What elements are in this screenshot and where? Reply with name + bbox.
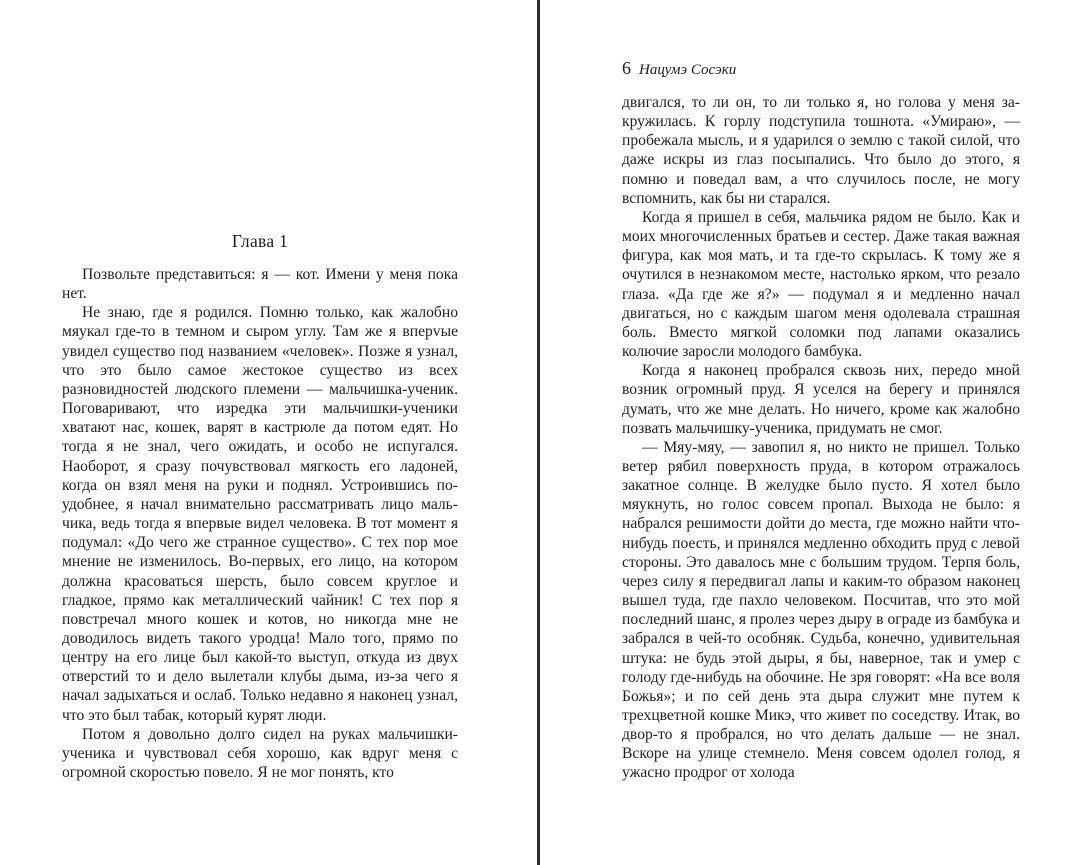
running-head-author: Нацумэ Сосэки — [639, 62, 737, 78]
paragraph: Не знаю, где я родился. Помню только, как жалобно мяукал где-то в темном и сыром углу. Там же я вперvые увидел существо под названием «человек». Позже я узнал, что это было самое жестокое существо из всех разновидностей людского племени — мальчишка-ученик. Поговаривают, что изредка эти мальчишки-ученики хватают нас, кошек, варят в кастрюле да потом едят. Но тогда я не знал, чего ожидать, и особо не испугался. Наоборот, я сразу почувствовал мягкость его ладоней, когда он взял меня на руки и поднял. Устроившись поудобнее, я начал внимательно рассматривать лицо мальчика, ведь тогда я впервые видел человека. В тот момент я подумал: «До чего же странное существо». С тех пор мое мнение не изменилось. Во-первых, его лицо, на котором должна красоваться шерсть, было совсем круглое и гладкое, прямо как металлический чайник! С тех пор я повстречал много кошек и котов, но никогда мне не доводилось видеть такого уродца! Мало того, прямо по центру на его лице был какой-то выступ, откуда из двух отверстий то и дело вылетали клубы дыма, из-за чего я начал задыхаться и ослаб. Только недавно я наконец узнал, что это был табак, который курят люди. — [62, 304, 458, 724]
left-page — [62, 0, 458, 865]
paragraph: Когда я наконец пробрался сквозь них, передо мной возник огромный пруд. Я уселся на берегу и принялся думать, что же мне делать. Но ничего, кроме как жалобно позвать мальчишку-ученика, придумать не смог. — [622, 362, 1020, 437]
paragraph: Позвольте представиться: я — кот. Имени у меня пока нет. — [62, 266, 458, 303]
paragraph: — Мяу-мяу, — завопил я, но никто не пришел. Только ветер рябил поверхность пруда, в котором отражалось закатное солнце. В желудке было пусто. Я хотел было мяукнуть, но голос совсем пропал. Выхода не было: я набрался решимости дойти до места, где можно найти что-нибудь поесть, и принялся медленно обходить пруд с левой стороны. Это давалось мне с большим трудом. Терпя боль, через силу я передвигал лапы и каким-то образом наконец вышел туда, где пахло человеком. Посчитав, что это мой последний шанс, я пролез через дыру в ограде из бамбука и забрался в чей-то особняк. Судьба, конечно, удивительная штука: не будь этой дыры, я бы, наверное, так и умер с голоду где-нибудь на обочине. Не зря говорят: «На все воля Божья»; и по сей день эта дыра служит мне путем к трехцветной кошке Микэ, что живет по соседству. Итак, во двор-то я пробрался, но что делать дальше — не знал. Вскоре на улице стемнело. Меня совсем одолел голод, я ужасно продрог от холода — [622, 438, 1020, 782]
chapter-title: Глава 1 — [231, 231, 289, 251]
running-head — [622, 58, 1020, 79]
right-page-text — [622, 93, 1020, 783]
paragraph: Когда я пришел в себя, мальчика рядом не было. Как и моих многочисленных братьев и сестер. Даже такая важная фигура, как моя мать, и та где-то скрылась. К тому же я очутился в незнакомом месте, настолько ярком, что резало глаза. «Да где же я?» — подумал я и медленно начал двигаться, но с каждым шагом меня одолевала страшная боль. Вместо мягкой соломки под лапами оказались колючие заросли молодого бамбука. — [622, 208, 1020, 361]
paragraph: Потом я довольно долго сидел на руках мальчишки-ученика и чувствовал себя хорошо, как вдруг меня с огромной скоростью повело. Я не мог понять, кто — [62, 725, 458, 782]
paragraph: двигался, то ли он, то ли только я, но голова у меня закружилась. К горлу подступила тошнота. «Умираю», — пробежала мысль, и я ударился о землю с такой силой, что даже искры из глаз посыпались. Что было до этого, я помню и поведал вам, а что случилось после, не могу вспомнить, как бы ни старался. — [622, 94, 1020, 207]
page-number: 6 — [622, 58, 631, 78]
right-page — [622, 0, 1020, 865]
page-gutter-divider — [537, 0, 540, 865]
left-page-text — [62, 265, 458, 782]
